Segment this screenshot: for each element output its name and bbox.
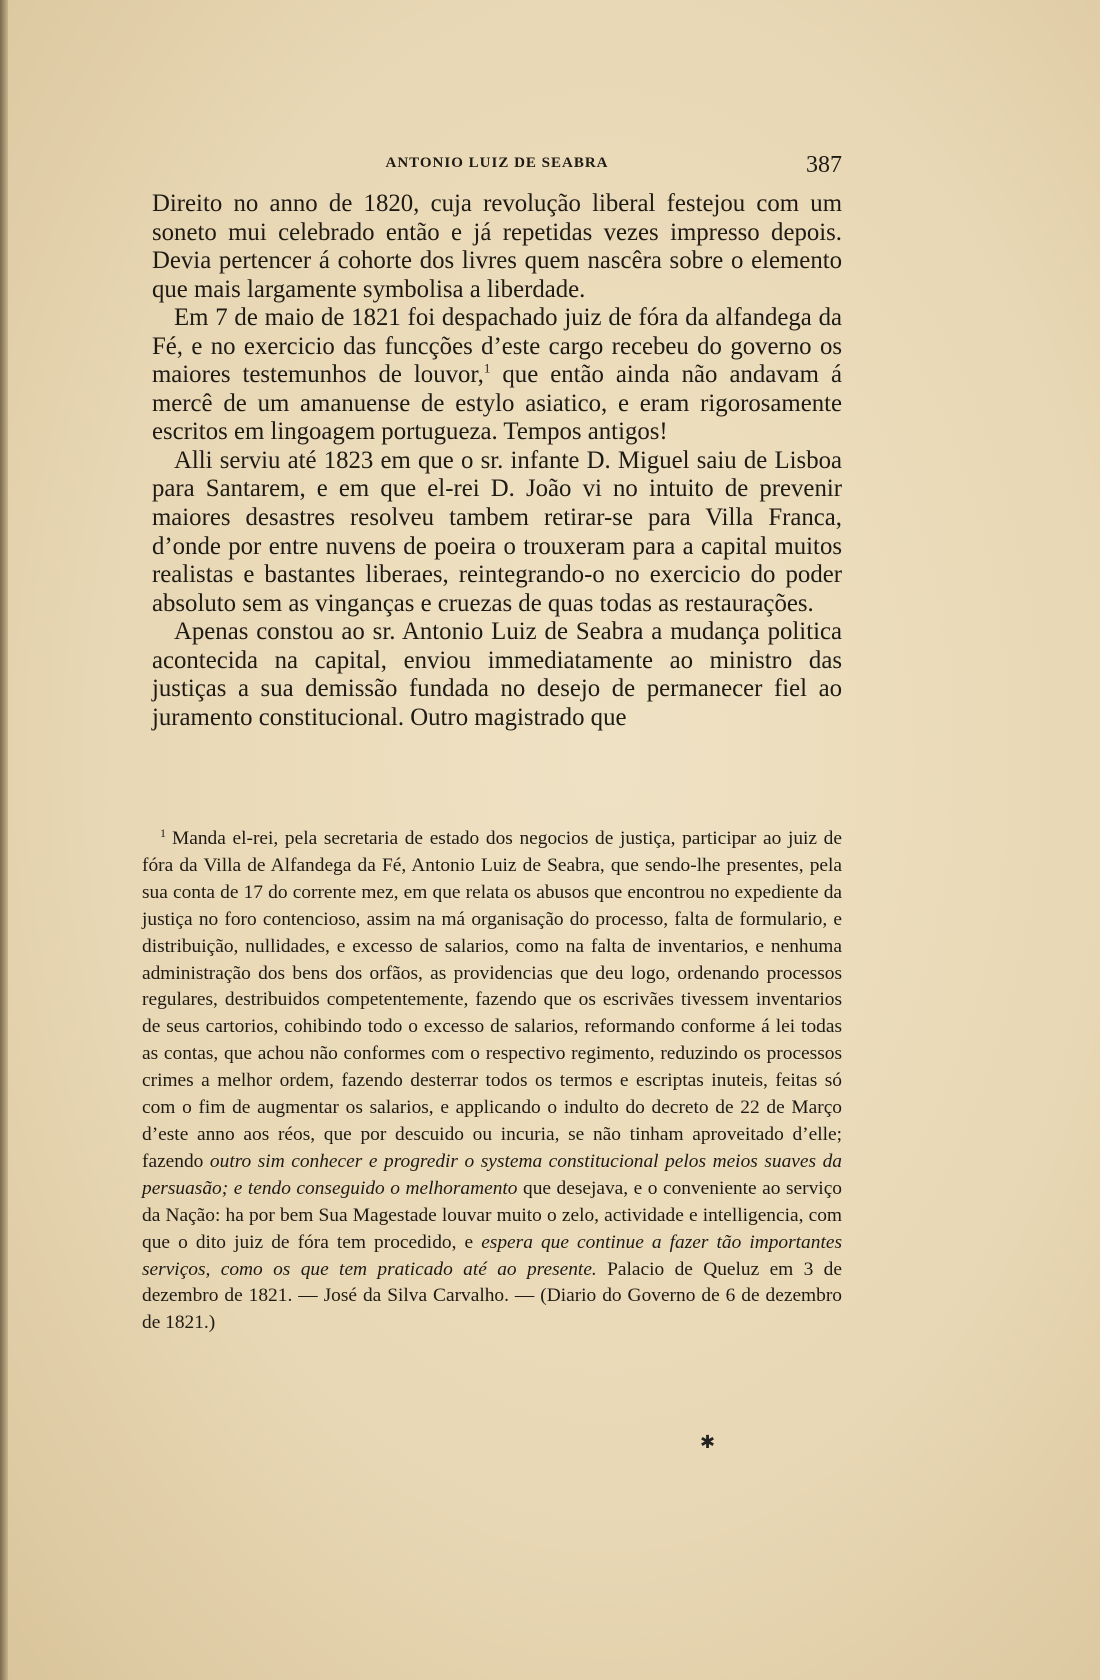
paragraph-2 [152,304,842,447]
footnote-part-2: que desejava, e o conveniente ao serviço da Nação: ha por bem Sua Magestade louvar muito o zelo, actividade e intelligencia, com que o dito juiz de fóra tem procedido, e [142,1177,842,1253]
page-header [152,152,842,182]
paragraph-2-part-1: Em 7 de maio de 1821 foi despachado juiz de fóra da alfandega da Fé, e no exercicio das funcções d’este cargo recebeu do governo os maiores testemunhos de louvor, [152,304,842,389]
paragraph-4: Apenas constou ao sr. Antonio Luiz de Seabra a mudança politica acontecida na capital, enviou immediatamente ao ministro das justiças a sua demissão fundada no desejo de permanecer fiel ao juramento constitucional. Outro magistrado que [152,618,842,731]
footnote-number: 1 [160,825,166,840]
footnote [142,826,842,1337]
ornament-mark: ✱ [700,1432,716,1452]
footnote-text [142,826,842,1337]
page-binding-edge [0,0,8,1680]
running-title: ANTONIO LUIZ DE SEABRA [385,155,609,171]
footnote-reference: 1 [483,361,491,377]
footnote-italic-1: outro sim conhecer e progredir o systema constitucional pelos meios suaves da persuasão; e tendo conseguido o melhoramento [142,1150,842,1199]
paragraph-1: Direito no anno de 1820, cuja revolução liberal festejou com um soneto mui celebrado então e já repetidas vezes impresso depois. Devia pertencer á cohorte dos livres quem nascêra sobre o elemento que mais largamente symbolisa a liberdade. [152,190,842,303]
footnote-italic-2: espera que continue a fazer tão importantes serviços, como os que tem praticado até ao presente. [142,1231,842,1280]
footnote-part-1: Manda el-rei, pela secretaria de estado dos negocios de justiça, participar ao juiz de fóra da Villa de Alfandega da Fé, Antonio Luiz de Seabra, que sendo-lhe presentes, pela sua conta de 17 do corrente mez, em que relata os abusos que encontrou no expediente da justiça no foro contencioso, assim na má organisação do processo, falta de formulario, e distribuição, nullidades, e excesso de salarios, como na falta de inventarios, e nenhuma administração dos bens dos orfãos, as providencias que deu logo, ordenando processos regulares, destribuidos competentemente, fazendo que os escrivães tivessem inventarios de seus cartorios, cohibindo todo o excesso de salarios, reformando conforme á lei todas as contas, que achou não conformes com o respectivo regimento, reduzindo os processos crimes a melhor ordem, fazendo desterrar todos os termos e escriptas inuteis, feitas só com o fim de augmentar os salarios, e applicando o indulto do decreto de 22 de Março d’este anno aos réos, que por descuido ou incuria, se não tinham aproveitado d’elle; fazendo [142,828,842,1172]
paragraph-2-part-2: que então ainda não andavam á mercê de um amanuense de estylo asiatico, e eram rigorosamente escritos em lingoagem portugueza. Tempos antigos! [152,361,842,446]
page-number: 387 [806,152,842,178]
footnote-part-3: Palacio de Queluz em 3 de dezembro de 1821. — José da Silva Carvalho. — (Diario do Governo de 6 de dezembro de 1821.) [142,1258,842,1334]
main-text [152,190,842,732]
paragraph-3: Alli serviu até 1823 em que o sr. infante D. Miguel saiu de Lisboa para Santarem, e em que el-rei D. João vi no intuito de prevenir maiores desastres resolveu tambem retirar-se para Villa Franca, d’onde por entre nuvens de poeira o trouxeram para a capital muitos realistas e bastantes liberaes, reintegrando-o no exercicio do poder absoluto sem as vinganças e cruezas de quas todas as restaurações. [152,446,842,617]
